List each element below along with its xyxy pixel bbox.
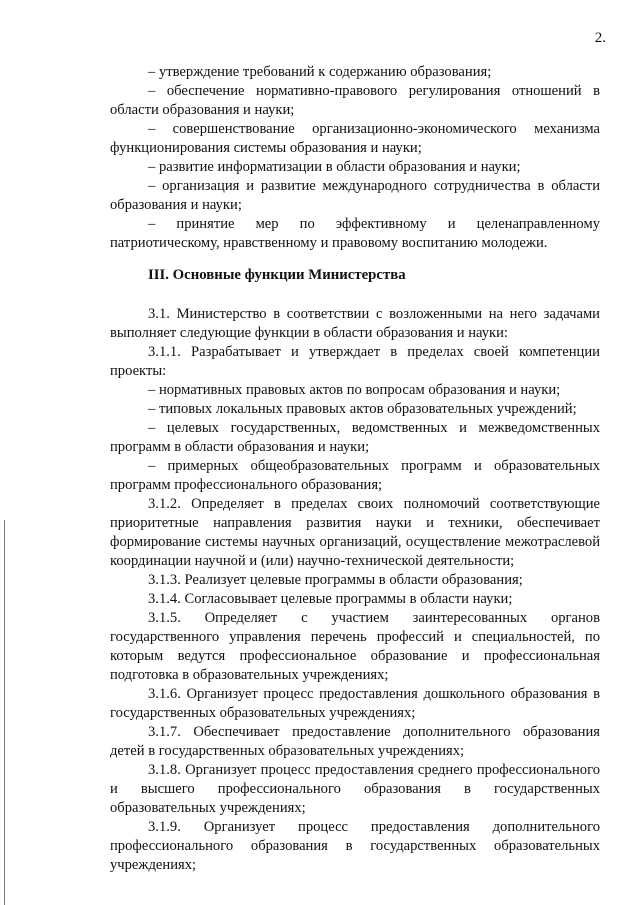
paragraph: 3.1.1. Разрабатывает и утверждает в пределах своей компетенции проекты: [110, 344, 600, 379]
paragraph: 3.1.9. Организует процесс предоставления дополнительного профессионального образования в государственных образовательных учреждениях; [110, 819, 600, 873]
paragraph: – организация и развитие международного сотрудничества в области образования и науки; [110, 178, 600, 213]
paragraph: – развитие информатизации в области образования и науки; [148, 159, 521, 175]
page-number: 2. [594, 30, 606, 46]
paragraph: – примерных общеобразовательных программ и образовательных программ профессионального образования; [110, 458, 600, 493]
section-heading: III. Основные функции Министерства [148, 267, 406, 283]
paragraph: 3.1.4. Согласовывает целевые программы в области науки; [148, 591, 513, 607]
paragraph: – нормативных правовых актов по вопросам образования и науки; [148, 382, 561, 398]
paragraph: 3.1. Министерство в соответствии с возложенными на него задачами выполняет следующие функции в области образования и науки: [110, 306, 600, 341]
paragraph: 3.1.8. Организует процесс предоставления среднего профессионального и высшего профессионального образования в государственных образовательных учреждениях; [110, 762, 600, 816]
paragraph: 3.1.3. Реализует целевые программы в области образования; [148, 572, 523, 588]
paragraph: 3.1.5. Определяет с участием заинтересованных органов государственного управления перечень профессий и специальностей, по которым ведутся профессиональное образование и профессиональная подготовка в образовательных учреждениях; [110, 610, 600, 683]
paragraph: – обеспечение нормативно-правового регулирования отношений в области образования и науки; [110, 83, 600, 118]
paragraph: 3.1.6. Организует процесс предоставления дошкольного образования в государственных образовательных учреждениях; [110, 686, 600, 721]
paragraph: – целевых государственных, ведомственных и межведомственных программ в области образования и науки; [110, 420, 600, 455]
paragraph: – утверждение требований к содержанию образования; [148, 64, 492, 80]
paragraph: 3.1.2. Определяет в пределах своих полномочий соответствующие приоритетные направления развития науки и техники, обеспечивает формирование системы научных организаций, осуществление межотраслевой координации научной и (или) научно-технической деятельности; [110, 496, 600, 569]
paragraph: – совершенствование организационно-экономического механизма функционирования системы образования и науки; [110, 121, 600, 156]
paragraph: 3.1.7. Обеспечивает предоставление дополнительного образования детей в государственных образовательных учреждениях; [110, 724, 600, 759]
document-body [110, 63, 600, 875]
paragraph: – типовых локальных правовых актов образовательных учреждений; [148, 401, 577, 417]
paragraph: – принятие мер по эффективному и целенаправленному патриотическому, нравственному и правовому воспитанию молодежи. [110, 216, 600, 251]
scan-edge-line [4, 520, 5, 905]
